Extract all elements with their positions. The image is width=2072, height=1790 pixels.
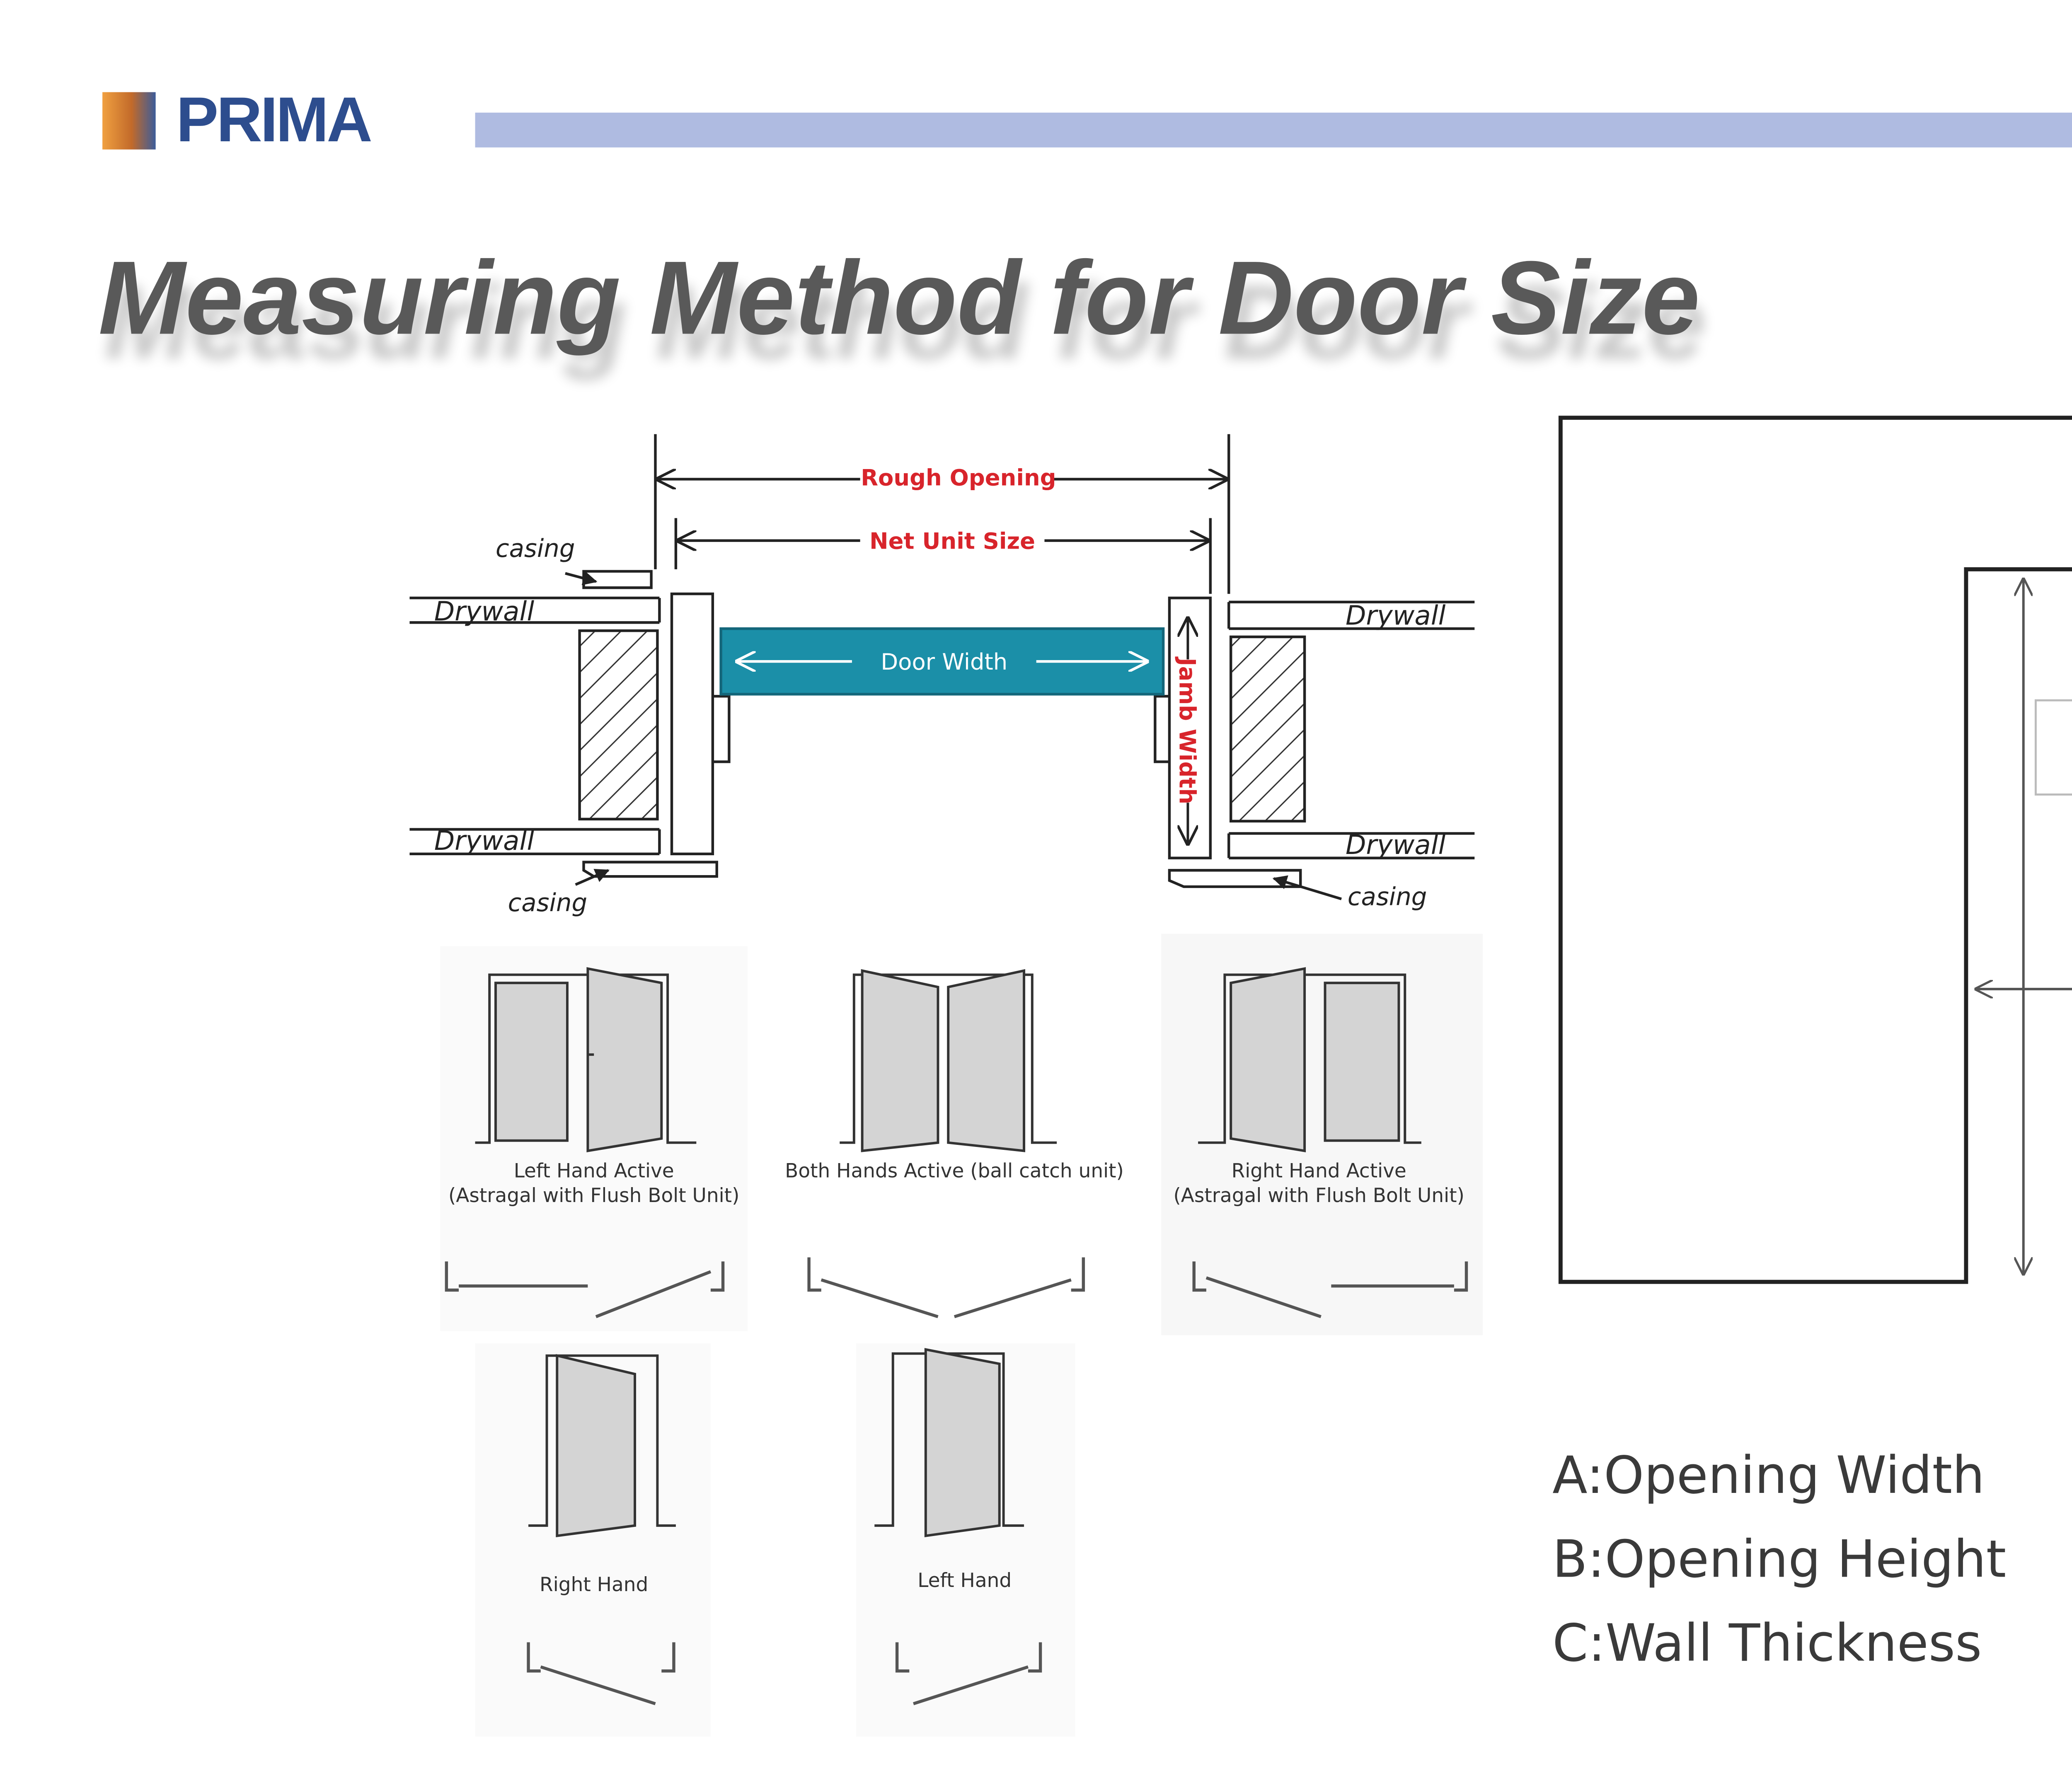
both-hands-active-label: Both Hands Active (ball catch unit) <box>785 1159 1124 1183</box>
both-hands-active-door-icon <box>840 971 1057 1151</box>
drywall-label-top-left: Drywall <box>434 596 535 627</box>
measurement-legend <box>1552 1433 2006 1685</box>
casing-label-top-left: casing <box>495 534 575 563</box>
left-hand-active-sub-label: (Astragal with Flush Bolt Unit) <box>448 1184 740 1207</box>
right-hand-active-label: Right Hand Active <box>1231 1159 1406 1183</box>
right-hand-label: Right Hand <box>540 1573 649 1596</box>
legend-opening-height: B:Opening Height <box>1552 1529 2007 1589</box>
casing-label-bottom-right: casing <box>1347 882 1427 911</box>
drywall-label-top-right: Drywall <box>1345 600 1446 631</box>
door-types-grid <box>441 934 1483 1737</box>
door-width-label: Door Width <box>881 649 1008 675</box>
door-opening-diagram <box>1561 418 2072 1376</box>
slide-title: Measuring Method for Door Size <box>98 239 1700 356</box>
wall-outline <box>1561 418 2072 1282</box>
drywall-label-bottom-right: Drywall <box>1345 829 1446 861</box>
net-unit-size-label: Net Unit Size <box>869 528 1036 554</box>
right-hand-active-sub-label: (Astragal with Flush Bolt Unit) <box>1173 1184 1464 1207</box>
drywall-label-bottom-left: Drywall <box>434 825 535 856</box>
legend-opening-width: A:Opening Width <box>1552 1446 1985 1505</box>
left-hand-label: Left Hand <box>917 1569 1012 1592</box>
both-hands-active-swing-icon <box>809 1257 1083 1316</box>
legend-wall-thickness: C:Wall Thickness <box>1552 1613 1982 1673</box>
left-hand-active-label: Left Hand Active <box>513 1159 674 1183</box>
label-b-box <box>2036 700 2072 794</box>
rough-opening-label: Rough Opening <box>861 464 1056 491</box>
casing-label-bottom-left: casing <box>508 888 588 917</box>
logo-text: PRIMA <box>176 84 370 156</box>
jamb-width-label: Jamb Width <box>1174 658 1201 805</box>
